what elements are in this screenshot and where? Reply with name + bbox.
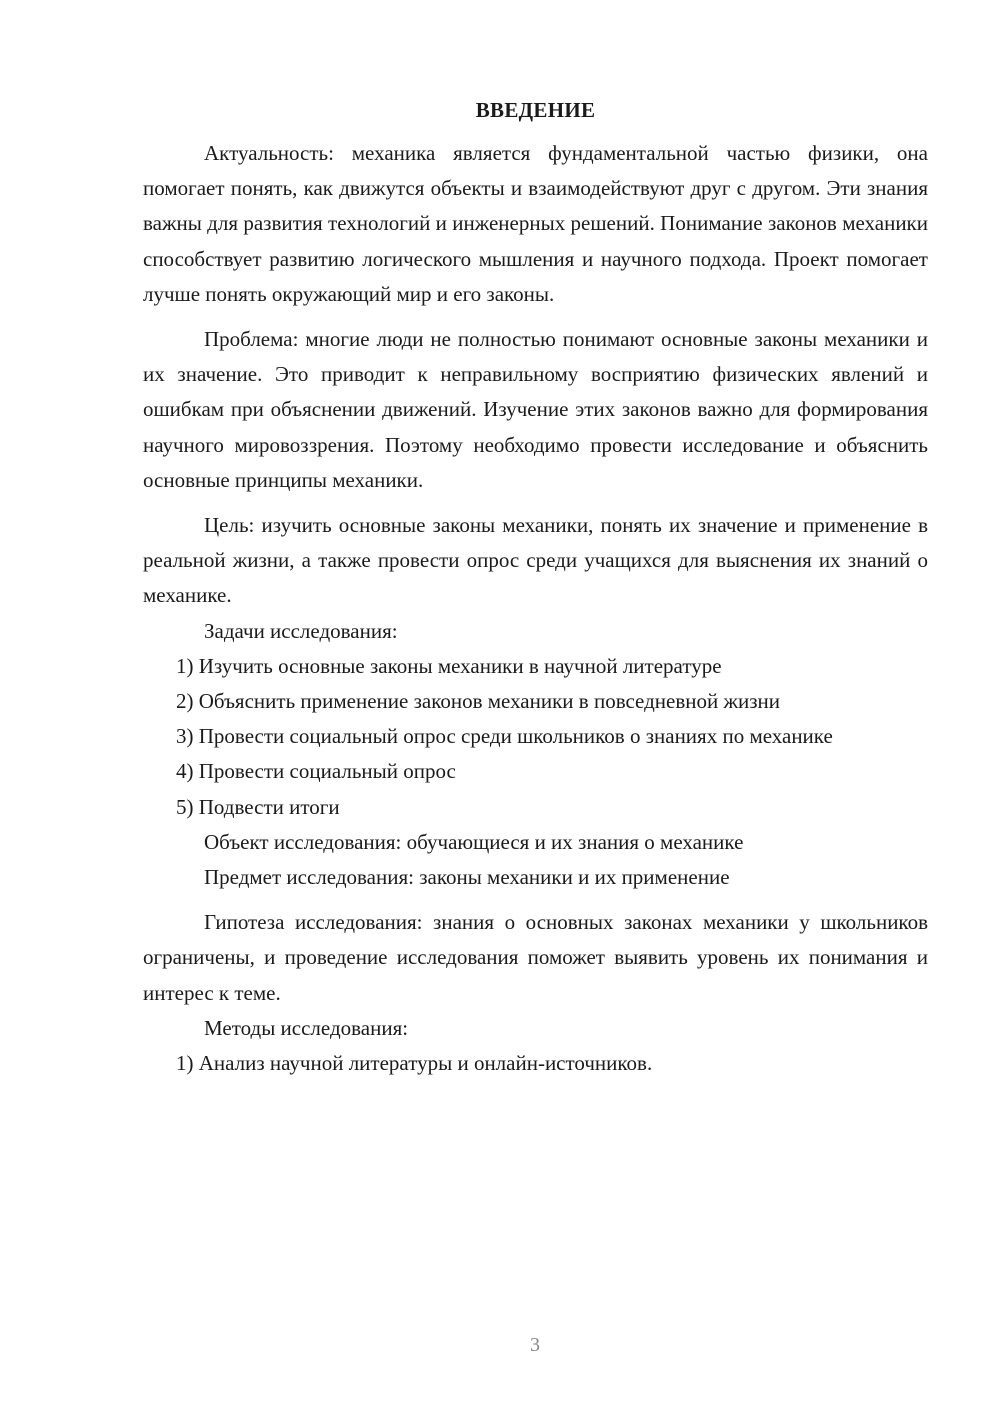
problem-paragraph: Проблема: многие люди не полностью понимают основные законы механики и их значение. Это приводит к неправильному восприятию физических явлений и ошибкам при объяснении движений. Изучение этих законов важно для формирования научного мировоззрения. Поэтому необходимо провести исследование и объяснить основные принципы механики. xyxy=(143,327,928,492)
task-item: 1) Изучить основные законы механики в научной литературе xyxy=(176,653,722,678)
research-subject: Предмет исследования: законы механики и их применение xyxy=(204,865,730,890)
task-item: 2) Объяснить применение законов механики в повседневной жизни xyxy=(176,689,781,714)
page-number: 3 xyxy=(530,1334,540,1356)
method-item: 1) Анализ научной литературы и онлайн-источников. xyxy=(176,1051,653,1076)
tasks-title: Задачи исследования: xyxy=(204,618,398,643)
hypothesis-paragraph: Гипотеза исследования: знания о основных законах механики у школьников ограничены, и проведение исследования поможет выявить уровень их понимания и интерес к теме. xyxy=(143,910,928,1005)
task-item: 3) Провести социальный опрос среди школьников о знаниях по механике xyxy=(176,724,833,749)
goal-paragraph: Цель: изучить основные законы механики, понять их значение и применение в реальной жизни, а также провести опрос среди учащихся для выяснения их знаний о механике. xyxy=(143,513,928,608)
research-object: Объект исследования: обучающиеся и их знания о механике xyxy=(204,829,744,854)
page-content xyxy=(143,92,928,1081)
relevance-paragraph: Актуальность: механика является фундаментальной частью физики, она помогает понять, как движутся объекты и взаимодействуют друг с другом. Эти знания важны для развития технологий и инженерных решений. Понимание законов механики способствует развитию логического мышления и научного подхода. Проект помогает лучше понять окружающий мир и его законы. xyxy=(143,141,928,306)
task-item: 4) Провести социальный опрос xyxy=(176,759,456,784)
task-item: 5) Подвести итоги xyxy=(176,794,340,819)
methods-title: Методы исследования: xyxy=(204,1015,409,1040)
section-heading: ВВЕДЕНИЕ xyxy=(475,98,596,122)
